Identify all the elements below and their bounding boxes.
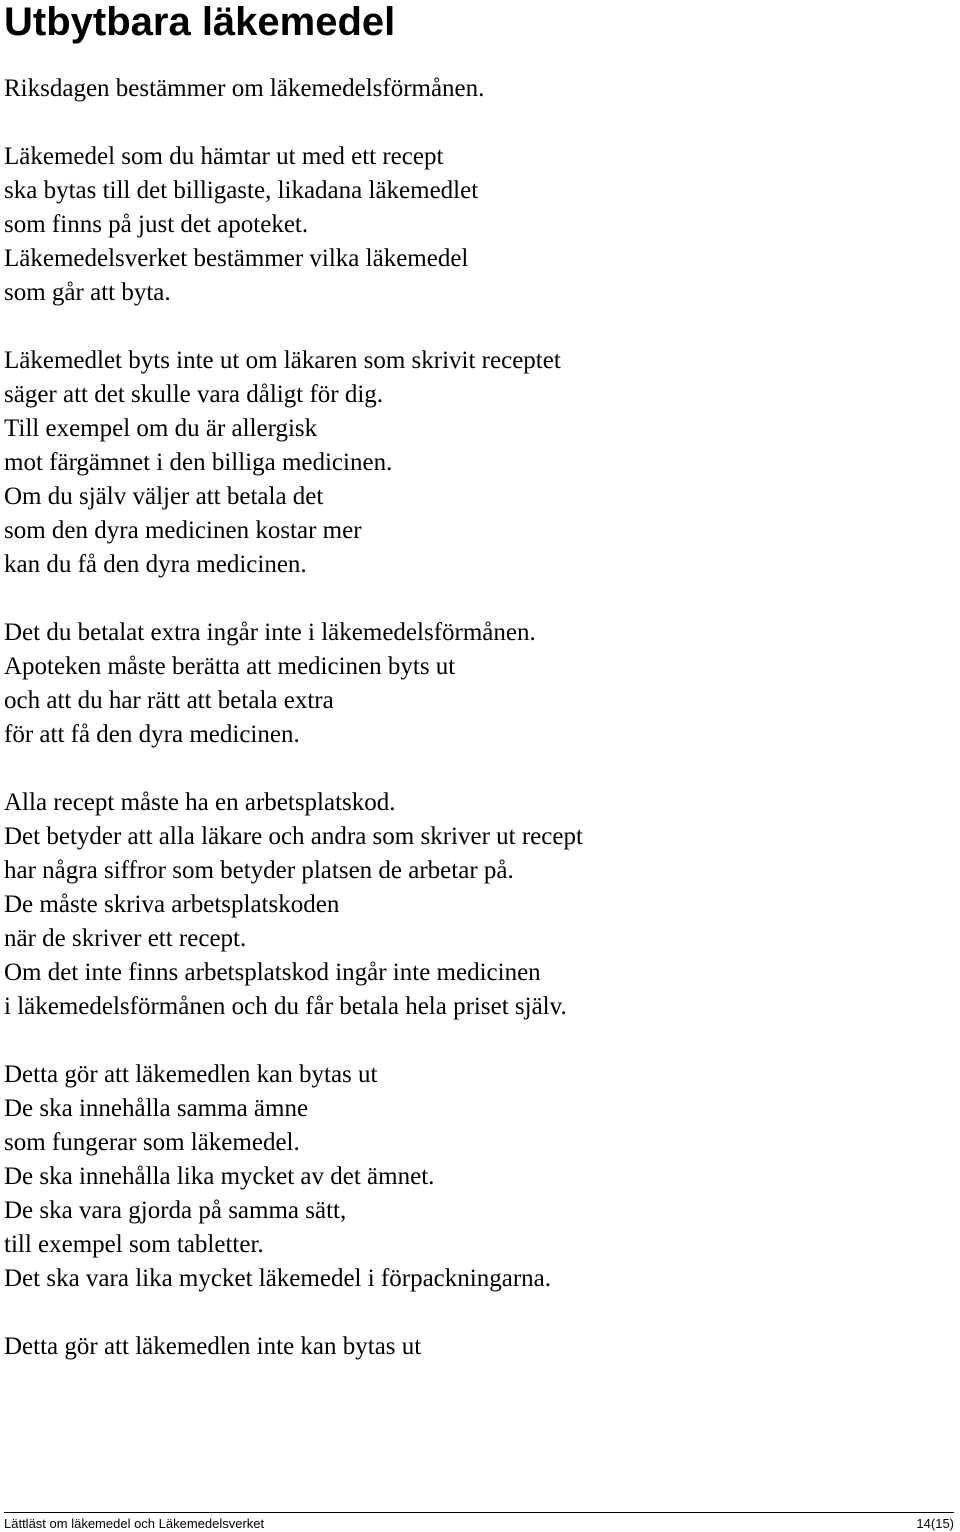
text-line: som går att byta.	[4, 279, 171, 306]
text-line: som den dyra medicinen kostar mer	[4, 517, 362, 544]
text-line: Apoteken måste berätta att medicinen byts ut	[4, 653, 456, 680]
paragraph-kan-inte-bytas	[4, 1330, 954, 1364]
text-line: kan du få den dyra medicinen.	[4, 551, 307, 578]
text-line: Läkemedlet byts inte ut om läkaren som skrivit receptet	[4, 347, 561, 374]
text-line: och att du har rätt att betala extra	[4, 687, 334, 714]
text-line: Läkemedelsverket bestämmer vilka läkemedel	[4, 245, 469, 272]
paragraph-kan-bytas	[4, 1058, 954, 1296]
text-line: när de skriver ett recept.	[4, 925, 247, 952]
text-line: Till exempel om du är allergisk	[4, 415, 318, 442]
text-line: i läkemedelsförmånen och du får betala hela priset själv.	[4, 993, 567, 1020]
footer-document-title: Lättläst om läkemedel och Läkemedelsverket	[4, 1516, 265, 1531]
text-line: har några siffror som betyder platsen de arbetar på.	[4, 857, 514, 884]
text-line: säger att det skulle vara dåligt för dig.	[4, 381, 384, 408]
paragraph-arbetsplatskod	[4, 786, 954, 1024]
paragraph-formansbeslut	[4, 72, 954, 106]
paragraph-byte-regel	[4, 140, 954, 310]
paragraph-undantag	[4, 344, 954, 582]
text-line: mot färgämnet i den billiga medicinen.	[4, 449, 393, 476]
text-line: som finns på just det apoteket.	[4, 211, 309, 238]
text-line: Riksdagen bestämmer om läkemedelsförmånen.	[4, 75, 485, 102]
text-line: som fungerar som läkemedel.	[4, 1129, 300, 1156]
text-line: Detta gör att läkemedlen kan bytas ut	[4, 1061, 378, 1088]
text-line: Om det inte finns arbetsplatskod ingår inte medicinen	[4, 959, 541, 986]
text-line: De ska innehålla lika mycket av det ämnet.	[4, 1163, 435, 1190]
text-line: Det betyder att alla läkare och andra som skriver ut recept	[4, 823, 583, 850]
text-line: De måste skriva arbetsplatskoden	[4, 891, 340, 918]
body-text	[4, 72, 954, 1398]
text-line: Alla recept måste ha en arbetsplatskod.	[4, 789, 396, 816]
page-footer	[4, 1512, 954, 1531]
text-line: Det du betalat extra ingår inte i läkemedelsförmånen.	[4, 619, 536, 646]
footer-page-number: 14(15)	[916, 1516, 954, 1531]
page-title: Utbytbara läkemedel	[4, 0, 396, 44]
text-line: Detta gör att läkemedlen inte kan bytas ut	[4, 1333, 422, 1360]
text-line: Om du själv väljer att betala det	[4, 483, 324, 510]
text-line: Läkemedel som du hämtar ut med ett recept	[4, 143, 444, 170]
text-line: De ska innehålla samma ämne	[4, 1095, 309, 1122]
text-line: till exempel som tabletter.	[4, 1231, 264, 1258]
text-line: Det ska vara lika mycket läkemedel i förpackningarna.	[4, 1265, 551, 1292]
text-line: De ska vara gjorda på samma sätt,	[4, 1197, 347, 1224]
paragraph-extra-betalning	[4, 616, 954, 752]
text-line: ska bytas till det billigaste, likadana läkemedlet	[4, 177, 479, 204]
text-line: för att få den dyra medicinen.	[4, 721, 300, 748]
